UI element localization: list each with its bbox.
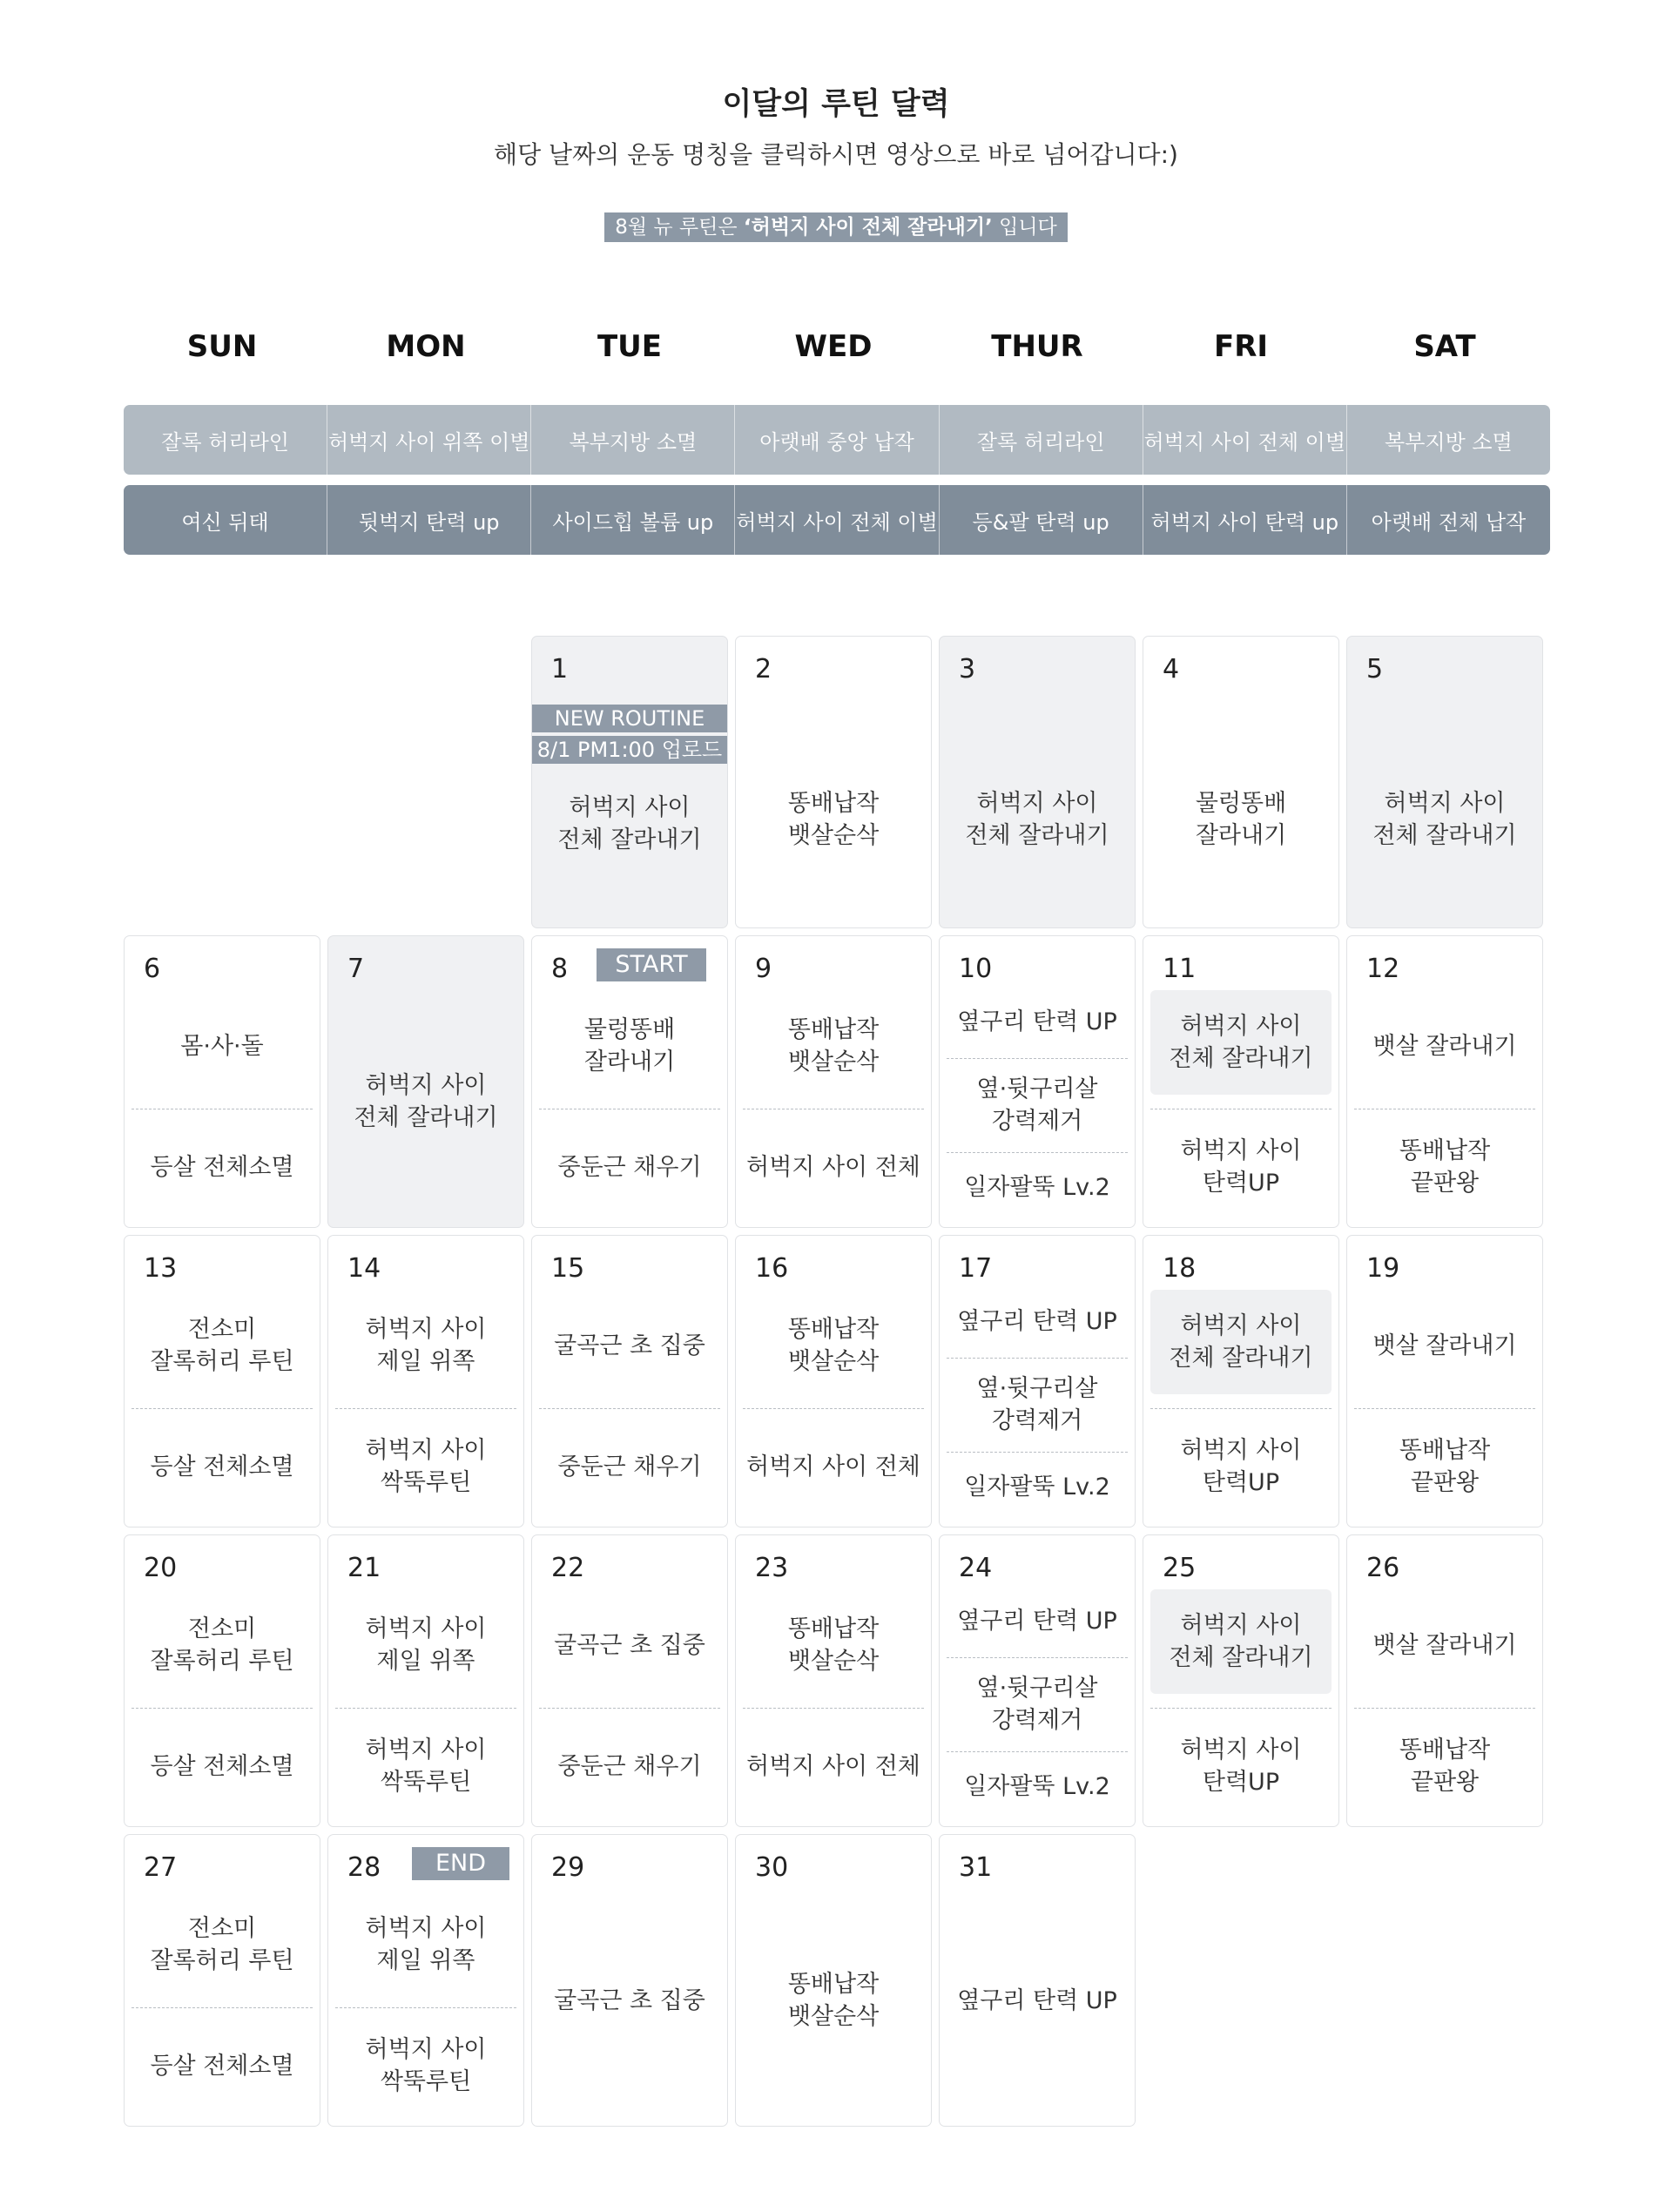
band2-item[interactable]: 허벅지 사이 탄력 up — [1143, 485, 1347, 555]
routine-link[interactable]: 허벅지 사이 전체 — [746, 1453, 920, 1480]
weekly-routine-band-1 — [124, 405, 1550, 475]
divider — [539, 1708, 720, 1709]
routine-link[interactable]: 옆구리 탄력 UP — [957, 1607, 1117, 1635]
day-number: 23 — [755, 1553, 789, 1583]
divider — [1150, 1408, 1332, 1409]
notice-prefix: 8월 뉴 루틴은 — [615, 216, 744, 239]
routine-link[interactable]: 똥배납작 끝판왕 — [1399, 1137, 1491, 1197]
band1-item[interactable]: 복부지방 소멸 — [1385, 429, 1513, 455]
weekly-routine-band-2 — [124, 485, 1550, 555]
routine-link[interactable]: 중둔근 채우기 — [557, 1752, 702, 1780]
routine-link[interactable]: 허벅지 사이 제일 위쪽 — [365, 1316, 487, 1375]
routine-link[interactable]: 물렁똥배 잘라내기 — [1195, 790, 1287, 849]
day-cell — [939, 1534, 1136, 1827]
routine-link[interactable]: 전소미 잘록허리 루틴 — [150, 1316, 294, 1375]
routine-link[interactable]: 허벅지 사이 탄력UP — [1180, 1737, 1302, 1796]
day-cell — [1346, 1534, 1543, 1827]
end-badge: END — [412, 1847, 509, 1880]
day-cell — [1143, 636, 1339, 928]
routine-link[interactable]: 옆구리 탄력 UP — [957, 1986, 1117, 2014]
notice-wrap — [0, 212, 1672, 242]
notice-routine-name: ‘허벅지 사이 전체 잘라내기’ — [743, 216, 993, 239]
day-cell — [735, 1235, 932, 1527]
day-cell — [939, 935, 1136, 1228]
routine-link[interactable]: 허벅지 사이 탄력UP — [1180, 1137, 1302, 1197]
divider — [335, 1708, 516, 1709]
day-cell — [531, 636, 728, 928]
routine-link[interactable]: 중둔근 채우기 — [557, 1153, 702, 1181]
routine-link[interactable]: 똥배납작 뱃살순삭 — [787, 1615, 880, 1675]
divider — [131, 1408, 313, 1409]
divider — [131, 2007, 313, 2008]
day-number: 19 — [1366, 1253, 1400, 1284]
divider — [335, 2007, 516, 2008]
day-cell — [1346, 935, 1543, 1228]
routine-link[interactable]: 허벅지 사이 전체 잘라내기 — [965, 790, 1109, 849]
routine-link[interactable]: 허벅지 사이 싹뚝루틴 — [365, 1437, 487, 1496]
calendar-grid — [124, 636, 1550, 2116]
band2-item[interactable]: 아랫배 전체 납작 — [1371, 509, 1527, 535]
day-cell — [327, 1534, 524, 1827]
day-number: 17 — [959, 1253, 993, 1284]
routine-link[interactable]: 물렁똥배 잘라내기 — [583, 1016, 676, 1076]
day-cell — [939, 636, 1136, 928]
day-number: 3 — [959, 654, 976, 685]
day-number: 30 — [755, 1852, 789, 1883]
weekday-header — [124, 329, 1550, 376]
day-number: 26 — [1366, 1553, 1400, 1583]
divider — [1150, 1708, 1332, 1709]
divider — [947, 1358, 1128, 1359]
day-cell — [124, 935, 320, 1228]
divider — [131, 1708, 313, 1709]
notice-suffix: 입니다 — [992, 216, 1057, 239]
routine-link[interactable]: 굴곡근 초 집중 — [554, 1332, 705, 1359]
day-number: 6 — [144, 954, 161, 984]
day-cell — [1143, 1534, 1339, 1827]
routine-link[interactable]: 허벅지 사이 전체 — [746, 1153, 920, 1181]
routine-link[interactable]: 등살 전체소멸 — [150, 1752, 294, 1780]
day-cell — [531, 1834, 728, 2127]
day-cell — [124, 1834, 320, 2127]
day-number: 10 — [959, 954, 993, 984]
routine-link[interactable]: 허벅지 사이 전체 잘라내기 — [1150, 1589, 1332, 1694]
day-cell — [327, 1235, 524, 1527]
band2-item[interactable]: 사이드힙 볼륨 up — [531, 485, 735, 555]
routine-link[interactable]: 뱃살 잘라내기 — [1372, 1332, 1517, 1359]
routine-link[interactable]: 옆구리 탄력 UP — [957, 1008, 1117, 1035]
day-number: 31 — [959, 1852, 993, 1883]
routine-link[interactable]: 옆·뒷구리살 강력제거 — [976, 1675, 1098, 1734]
day-number: 2 — [755, 654, 772, 685]
day-number: 29 — [551, 1852, 585, 1883]
day-cell — [531, 1534, 728, 1827]
day-cell — [1143, 935, 1339, 1228]
routine-link[interactable]: 뱃살 잘라내기 — [1372, 1631, 1517, 1659]
band1-item[interactable]: 아랫배 중앙 납작 — [735, 405, 939, 475]
routine-link[interactable]: 허벅지 사이 싹뚝루틴 — [365, 1737, 487, 1796]
day-number: 28 — [347, 1852, 381, 1883]
routine-link[interactable]: 허벅지 사이 제일 위쪽 — [365, 1915, 487, 1974]
weekday-fri: FRI — [1213, 329, 1269, 364]
divider — [1354, 1708, 1535, 1709]
divider — [947, 1751, 1128, 1752]
routine-link[interactable]: 똥배납작 끝판왕 — [1399, 1437, 1491, 1496]
day-cell — [327, 935, 524, 1228]
day-cell — [735, 1534, 932, 1827]
routine-link[interactable]: 일자팔뚝 Lv.2 — [964, 1772, 1110, 1800]
day-number: 1 — [551, 654, 569, 685]
page-subtitle: 해당 날짜의 운동 명칭을 클릭하시면 영상으로 바로 넘어갑니다:) — [494, 140, 1178, 169]
day-cell — [531, 935, 728, 1228]
day-number: 25 — [1163, 1553, 1197, 1583]
new-routine-notice — [604, 212, 1068, 242]
day-cell — [939, 1235, 1136, 1527]
routine-link[interactable]: 허벅지 사이 제일 위쪽 — [365, 1615, 487, 1675]
day-number: 14 — [347, 1253, 381, 1284]
page-title: 이달의 루틴 달력 — [722, 87, 950, 122]
day-number: 15 — [551, 1253, 585, 1284]
routine-link[interactable]: 똥배납작 뱃살순삭 — [787, 1971, 880, 2030]
day-number: 20 — [144, 1553, 178, 1583]
day-number: 13 — [144, 1253, 178, 1284]
start-badge: START — [597, 948, 706, 981]
band1-item[interactable]: 잘록 허리라인 — [124, 405, 327, 475]
day-cell — [124, 1534, 320, 1827]
routine-link[interactable]: 허벅지 사이 전체 잘라내기 — [1150, 990, 1332, 1095]
day-cell — [735, 636, 932, 928]
divider — [743, 1408, 924, 1409]
day-cell — [939, 1834, 1136, 2127]
day-number: 4 — [1163, 654, 1180, 685]
day-cell — [1143, 1235, 1339, 1527]
day-number: 18 — [1163, 1253, 1197, 1284]
band2-item[interactable]: 등&팔 탄력 up — [940, 485, 1143, 555]
day-cell — [1346, 1235, 1543, 1527]
band2-item[interactable]: 허벅지 사이 전체 이별 — [735, 485, 939, 555]
day-number: 16 — [755, 1253, 789, 1284]
routine-link[interactable]: 옆·뒷구리살 강력제거 — [976, 1076, 1098, 1135]
routine-link[interactable]: 등살 전체소멸 — [150, 1153, 294, 1181]
routine-link[interactable]: 굴곡근 초 집중 — [554, 1631, 705, 1659]
day-number: 11 — [1163, 954, 1197, 984]
routine-link[interactable]: 일자팔뚝 Lv.2 — [964, 1473, 1110, 1501]
day-cell — [124, 1235, 320, 1527]
new-routine-badge: NEW ROUTINE — [532, 705, 727, 732]
divider — [947, 1452, 1128, 1453]
routine-link[interactable]: 등살 전체소멸 — [150, 1453, 294, 1480]
band2-item[interactable]: 여신 뒤태 — [124, 485, 327, 555]
routine-link[interactable]: 똥배납작 뱃살순삭 — [787, 790, 880, 849]
weekday-thur: THUR — [991, 329, 1083, 364]
divider — [1354, 1408, 1535, 1409]
day-cell — [735, 935, 932, 1228]
routine-link[interactable]: 허벅지 사이 전체 잘라내기 — [1372, 790, 1517, 849]
day-cell — [531, 1235, 728, 1527]
routine-link[interactable]: 허벅지 사이 전체 잘라내기 — [557, 794, 702, 853]
band1-item[interactable]: 복부지방 소멸 — [531, 405, 735, 475]
weekday-sat: SAT — [1413, 329, 1476, 364]
band1-item[interactable]: 허벅지 사이 위쪽 이별 — [327, 405, 531, 475]
band1-item[interactable]: 잘록 허리라인 — [940, 405, 1143, 475]
day-number: 21 — [347, 1553, 381, 1583]
routine-link[interactable]: 굴곡근 초 집중 — [554, 1986, 705, 2014]
upload-time-badge: 8/1 PM1:00 업로드 — [532, 736, 727, 764]
routine-link[interactable]: 옆·뒷구리살 강력제거 — [976, 1375, 1098, 1434]
routine-link[interactable]: 허벅지 사이 싹뚝루틴 — [365, 2036, 487, 2095]
day-number: 24 — [959, 1553, 993, 1583]
day-number: 8 — [551, 954, 569, 984]
divider — [743, 1708, 924, 1709]
divider — [947, 1657, 1128, 1658]
routine-link[interactable]: 똥배납작 뱃살순삭 — [787, 1016, 880, 1076]
routine-link[interactable]: 뱃살 잘라내기 — [1372, 1032, 1517, 1060]
divider — [539, 1408, 720, 1409]
routine-link[interactable]: 허벅지 사이 전체 잘라내기 — [354, 1072, 498, 1131]
day-cell — [327, 1834, 524, 2127]
day-number: 9 — [755, 954, 772, 984]
routine-link[interactable]: 중둔근 채우기 — [557, 1453, 702, 1480]
divider — [335, 1408, 516, 1409]
routine-link[interactable]: 허벅지 사이 전체 — [746, 1752, 920, 1780]
day-number: 22 — [551, 1553, 585, 1583]
weekday-wed: WED — [794, 329, 873, 364]
routine-link[interactable]: 전소미 잘록허리 루틴 — [150, 1915, 294, 1974]
routine-link[interactable]: 옆구리 탄력 UP — [957, 1307, 1117, 1335]
band2-item[interactable]: 뒷벅지 탄력 up — [327, 485, 531, 555]
routine-link[interactable]: 등살 전체소멸 — [150, 2052, 294, 2080]
routine-link[interactable]: 몸·사·돌 — [180, 1032, 264, 1060]
band1-item[interactable]: 허벅지 사이 전체 이별 — [1143, 405, 1347, 475]
day-number: 27 — [144, 1852, 178, 1883]
routine-link[interactable]: 허벅지 사이 전체 잘라내기 — [1150, 1290, 1332, 1394]
routine-link[interactable]: 허벅지 사이 탄력UP — [1180, 1437, 1302, 1496]
day-cell — [1346, 636, 1543, 928]
weekday-mon: MON — [386, 329, 466, 364]
day-cell — [735, 1834, 932, 2127]
routine-link[interactable]: 똥배납작 뱃살순삭 — [787, 1316, 880, 1375]
routine-link[interactable]: 일자팔뚝 Lv.2 — [964, 1173, 1110, 1201]
divider — [947, 1058, 1128, 1059]
day-number: 7 — [347, 954, 365, 984]
day-number: 5 — [1366, 654, 1384, 685]
weekday-tue: TUE — [597, 329, 663, 364]
day-number: 12 — [1366, 954, 1400, 984]
routine-link[interactable]: 똥배납작 끝판왕 — [1399, 1737, 1491, 1796]
weekday-sun: SUN — [186, 329, 258, 364]
divider — [947, 1152, 1128, 1153]
routine-link[interactable]: 전소미 잘록허리 루틴 — [150, 1615, 294, 1675]
